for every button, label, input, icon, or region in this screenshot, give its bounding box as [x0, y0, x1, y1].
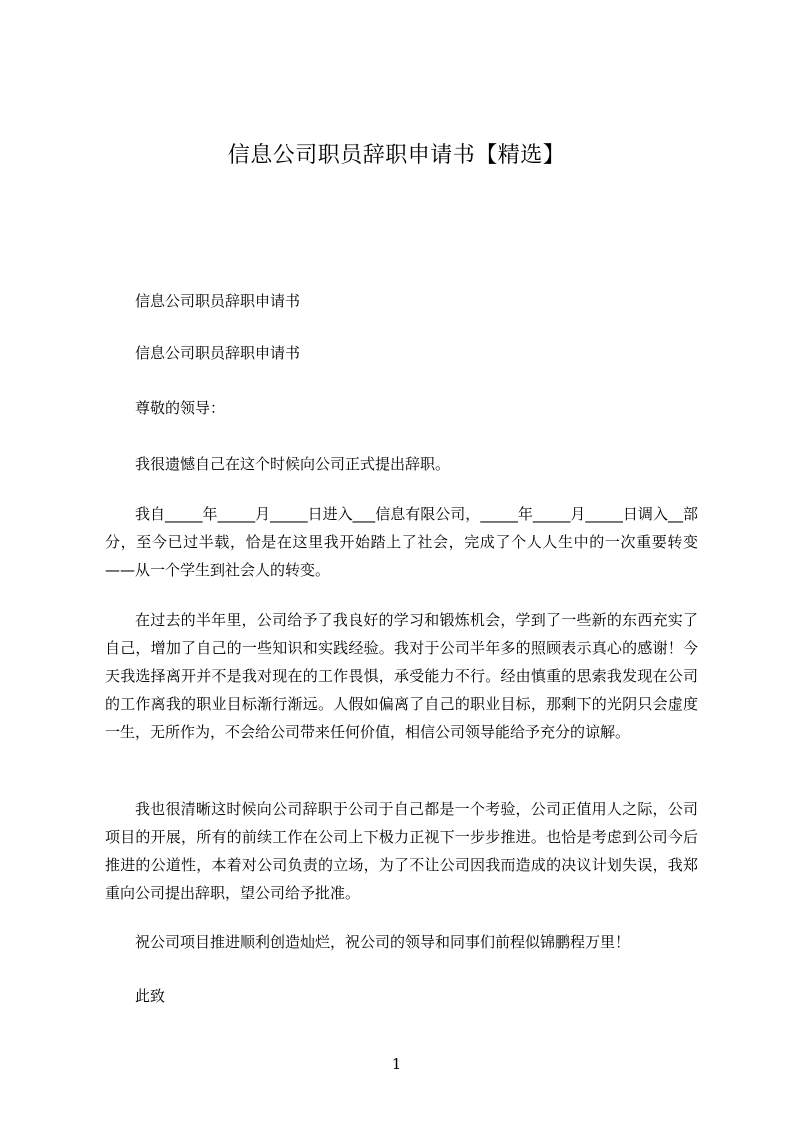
- paragraph-wishes: 祝公司项目推进顺利创造灿烂，祝公司的领导和同事们前程似锦鹏程万里！: [135, 933, 631, 951]
- paragraph-employment-dates: 我自_____年_____月_____日进入___信息有限公司，_____年_____月_____日调入__部分，至今已过半载，恰是在这里我开始踏上了社会，完成了个人人生中的一次重要转变——从一个学生到社会人的转变。: [105, 505, 698, 579]
- paragraph-closing: 此致: [135, 987, 166, 1005]
- paragraph-gratitude: 在过去的半年里，公司给予了我良好的学习和锻炼机会，学到了一些新的东西充实了自己，增加了自己的一些知识和实践经验。我对于公司半年多的照顾表示真心的感谢！今天我选择离开并不是我对现在的工作畏惧，承受能力不行。经由慎重的思索我发现在公司的工作离我的职业目标渐行渐远。人假如偏离了自己的职业目标，那剩下的光阴只会虚度一生，无所作为，不会给公司带来任何价值，相信公司领导能给予充分的谅解。: [105, 611, 698, 741]
- salutation: 尊敬的领导：: [135, 399, 226, 417]
- heading-line-1: 信息公司职员辞职申请书: [135, 292, 301, 310]
- paragraph-reason: 我也很清晰这时候向公司辞职于公司于自己都是一个考验，公司正值用人之际，公司项目的开展，所有的前续工作在公司上下极力正视下一步步推进。也恰是考虑到公司今后推进的公道性，本着对公司负责的立场，为了不让公司因我而造成的决议计划失误，我郑重向公司提出辞职，望公司给予批准。: [105, 800, 698, 902]
- document-title: 信息公司职员辞职申请书【精选】: [227, 143, 566, 168]
- heading-line-2: 信息公司职员辞职申请书: [135, 344, 301, 362]
- paragraph-intro: 我很遗憾自己在这个时候向公司正式提出辞职。: [135, 455, 451, 473]
- page-number: 1: [391, 1055, 402, 1073]
